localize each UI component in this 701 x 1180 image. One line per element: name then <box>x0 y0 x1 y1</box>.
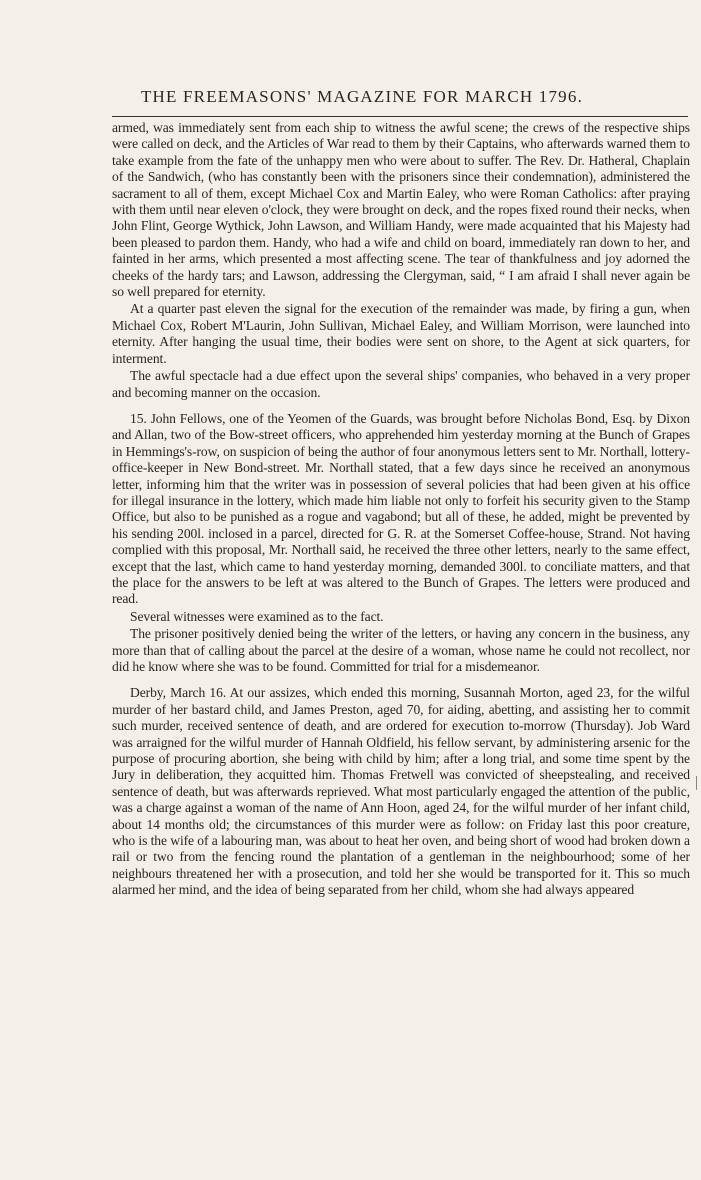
article-body <box>112 120 690 900</box>
margin-mark <box>696 776 697 790</box>
paragraph: The awful spectacle had a due effect upon the several ships' companies, who behaved in a very proper and becoming manner on the occasion. <box>112 368 690 400</box>
paragraph: 15. John Fellows, one of the Yeomen of the Guards, was brought before Nicholas Bond, Esq. by Dixon and Allan, two of the Bow-street officers, who apprehended him yesterday morning at the Bunch of Grapes in Hemmings's-row, on suspicion of being the author of four anonymous letters sent to Mr. Northall, lottery-office-keeper in New Bond-street. Mr. Northall stated, that a few days since he received an anonymous letter, informing him that the writer was in possession of several policies that had been given at his office for illegal insurance in the lottery, which made him liable not only to forfeit his security given to the Stamp Office, but also to be punished as a rogue and vagabond; but all of these, he added, might be prevented by his sending 200l. inclosed in a parcel, directed for G. R. at the Somerset Coffee-house, Strand. Not having complied with this proposal, Mr. Northall said, he received the three other letters, nearly to the same effect, except that the last, which came to hand yesterday morning, demanded 300l. to conciliate matters, and that the place for the answers to be left at was altered to the Bunch of Grapes. The letters were produced and read. <box>112 410 690 607</box>
page-header: THE FREEMASONS' MAGAZINE FOR MARCH 1796. <box>140 87 584 106</box>
paragraph: At a quarter past eleven the signal for the execution of the remainder was made, by firing a gun, when Michael Cox, Robert M'Laurin, John Sullivan, Michael Ealey, and William Morrison, were launched into eternity. After hanging the usual time, their bodies were sent on shore, to the Agent at sick quarters, for interment. <box>112 301 690 366</box>
paragraph: armed, was immediately sent from each ship to witness the awful scene; the crews of the respective ships were called on deck, and the Articles of War read to them by their Captains, who afterwards warned them to take example from the fate of the unhappy men who were about to suffer. The Rev. Dr. Hatheral, Chaplain of the Sandwich, (who has constantly been with the prisoners since their condemnation), administered the sacrament to all of them, except Michael Cox and Martin Ealey, who were Roman Catholics: after praying with them until near eleven o'clock, they were brought on deck, and the ropes fixed round their necks, when John Flint, George Wythick, John Lawson, and William Handy, were made acquainted that his Majesty had been pleased to pardon them. Handy, who had a wife and child on board, immediately ran down to her, and fainted in her arms, which presented a most affecting scene. The tear of thankfulness and joy adorned the cheeks of the hardy tars; and Lawson, addressing the Clergyman, said, “ I am afraid I shall never again be so well prepared for eternity. <box>112 120 690 300</box>
paragraph: The prisoner positively denied being the writer of the letters, or having any concern in the business, any more than that of calling about the parcel at the desire of a woman, whose name he could not recollect, nor did he know where she was to be found. Committed for trial for a misdemeanor. <box>112 626 690 674</box>
header-rule <box>112 116 688 117</box>
paragraph: Derby, March 16. At our assizes, which ended this morning, Susannah Morton, aged 23, for the wilful murder of her bastard child, and James Preston, aged 70, for aiding, abetting, and assisting her to commit such murder, received sentence of death, and are ordered for execution to-morrow (Thursday). Job Ward was arraigned for the wilful murder of Hannah Oldfield, his fellow servant, by administering arsenic for the purpose of procuring abortion, she being with child by him; after a long trial, and some time spent by the Jury in deliberation, they acquitted him. Thomas Fretwell was convicted of sheepstealing, and received sentence of death, but was afterwards reprieved. What most particularly engaged the attention of the public, was a charge against a woman of the name of Ann Hoon, aged 24, for the wilful murder of her infant child, about 14 months old; the circumstances of this murder were as follow: on Friday last this poor creature, who is the wife of a labouring man, was about to heat her oven, and being short of wood had broken down a rail or two from the fencing round the plantation of a gentleman in the neighbourhood; some of her neighbours threatened her with a prosecution, and told her she would be transported for it. This so much alarmed her mind, and the idea of being separated from her child, whom she had always appeared <box>112 685 690 898</box>
paragraph: Several witnesses were examined as to the fact. <box>130 608 384 624</box>
